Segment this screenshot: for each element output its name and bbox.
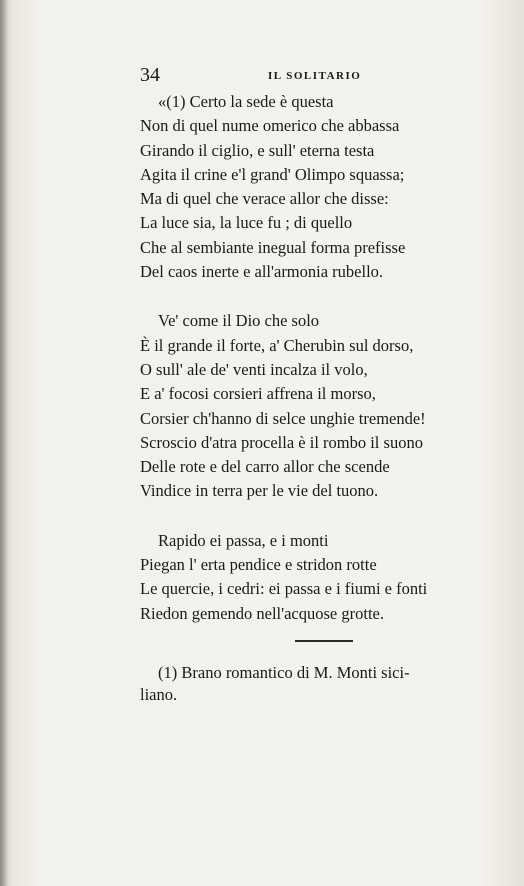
verse-line: O sull' ale de' venti incalza il volo, [140, 359, 368, 379]
verse-line: Corsier ch'hanno di selce unghie tremende! [140, 408, 426, 428]
verse-line: Che al sembiante inegual forma prefisse [140, 237, 406, 257]
footnote-divider [295, 640, 353, 642]
footnote-line: (1) Brano romantico di M. Monti sici- [158, 662, 410, 682]
verse-line: Vindice in terra per le vie del tuono. [140, 481, 379, 501]
verse-line: La luce sia, la luce fu ; di quello [140, 213, 353, 233]
stanza-3 [140, 529, 485, 626]
verse-line: Delle rote e del carro allor che scende [140, 457, 390, 477]
stanza-2 [140, 309, 485, 503]
verse-line: Ma di quel che verace allor che disse: [140, 189, 389, 209]
running-title: IL SOLITARIO [268, 70, 362, 82]
verse-line: È il grande il forte, a' Cherubin sul dorso, [140, 335, 414, 355]
verse-line: Del caos inerte e all'armonia rubello. [140, 262, 384, 282]
page-number: 34 [140, 64, 160, 86]
verse-line: E a' focosi corsieri affrena il morso, [140, 384, 376, 404]
footnote [140, 662, 485, 706]
verse-line: «(1) Certo la sede è questa [158, 92, 334, 111]
page-header [140, 64, 480, 90]
footnote-line: liano. [140, 684, 178, 704]
verse-line: Riedon gemendo nell'acquose grotte. [140, 603, 384, 623]
verse-line: Rapido ei passa, e i monti [158, 530, 329, 550]
verse-line: Girando il ciglio, e sull' eterna testa [140, 140, 375, 160]
verse-line: Ve' come il Dio che solo [158, 311, 320, 331]
verse-line: Piegan l' erta pendice e stridon rotte [140, 555, 377, 575]
page-edge-shadow [0, 0, 8, 886]
verse-line: Non di quel nume omerico che abbassa [140, 116, 400, 136]
verse-line: Agita il crine e'l grand' Olimpo squassa; [140, 164, 405, 184]
verse-line: Le quercie, i cedri: ei passa e i fiumi e fonti [140, 579, 428, 599]
stanza-1 [140, 90, 485, 284]
verse-line: Scroscio d'atra procella è il rombo il suono [140, 432, 423, 452]
poem-text [140, 90, 485, 706]
